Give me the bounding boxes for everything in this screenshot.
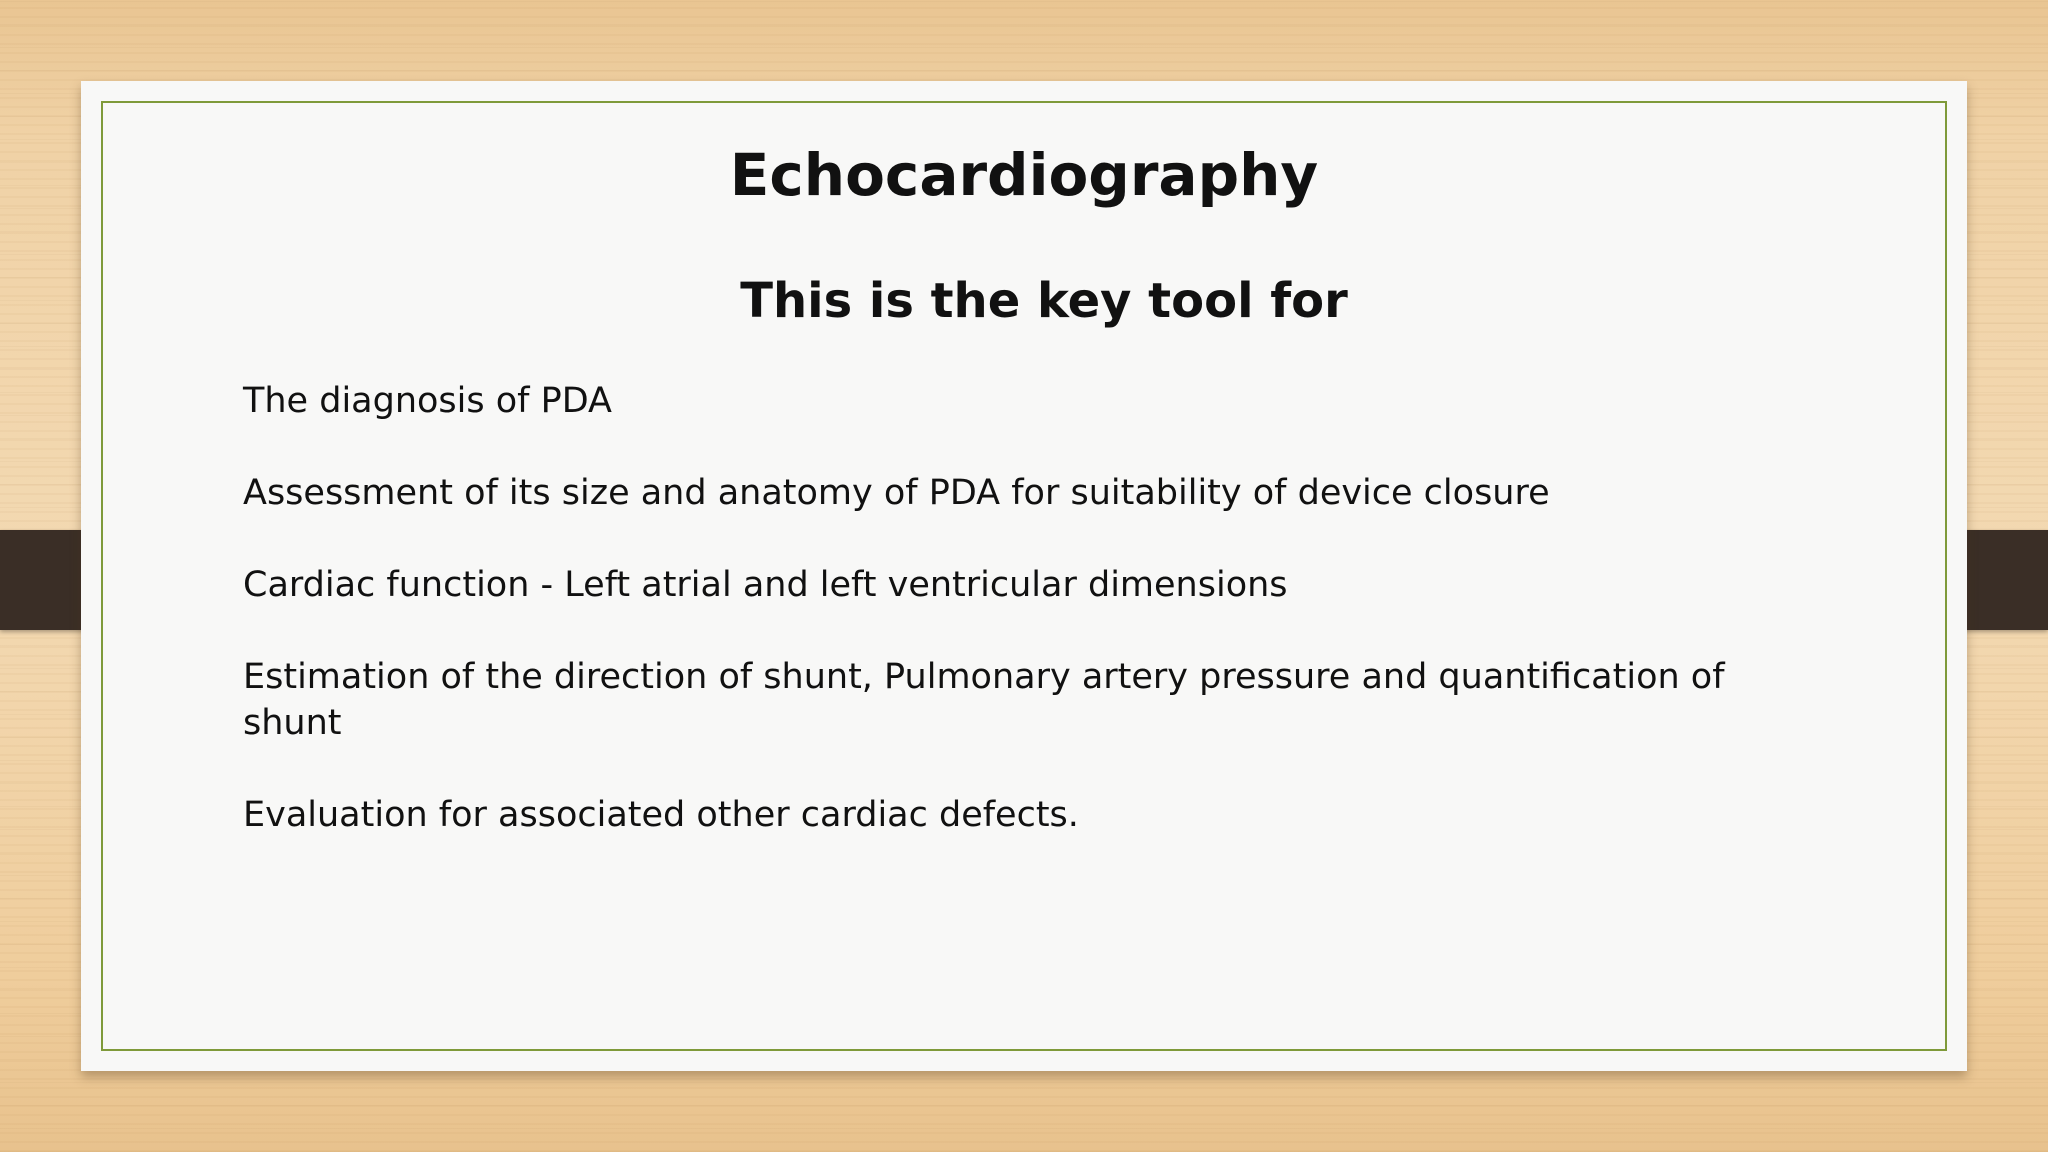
list-item: Assessment of its size and anatomy of PDA for suitability of device closure [243, 473, 1550, 513]
bullet-list [243, 378, 1823, 884]
list-item: Estimation of the direction of shunt, Pulmonary artery pressure and quantification of shunt [243, 657, 1725, 743]
slide-frame [101, 101, 1947, 1051]
slide-title: Echocardiography [729, 141, 1319, 209]
list-item: Cardiac function - Left atrial and left ventricular dimensions [243, 565, 1288, 605]
slide-card [81, 81, 1967, 1071]
slide-subtitle: This is the key tool for [740, 273, 1348, 329]
list-item: The diagnosis of PDA [243, 381, 612, 421]
list-item: Evaluation for associated other cardiac defects. [243, 795, 1079, 835]
